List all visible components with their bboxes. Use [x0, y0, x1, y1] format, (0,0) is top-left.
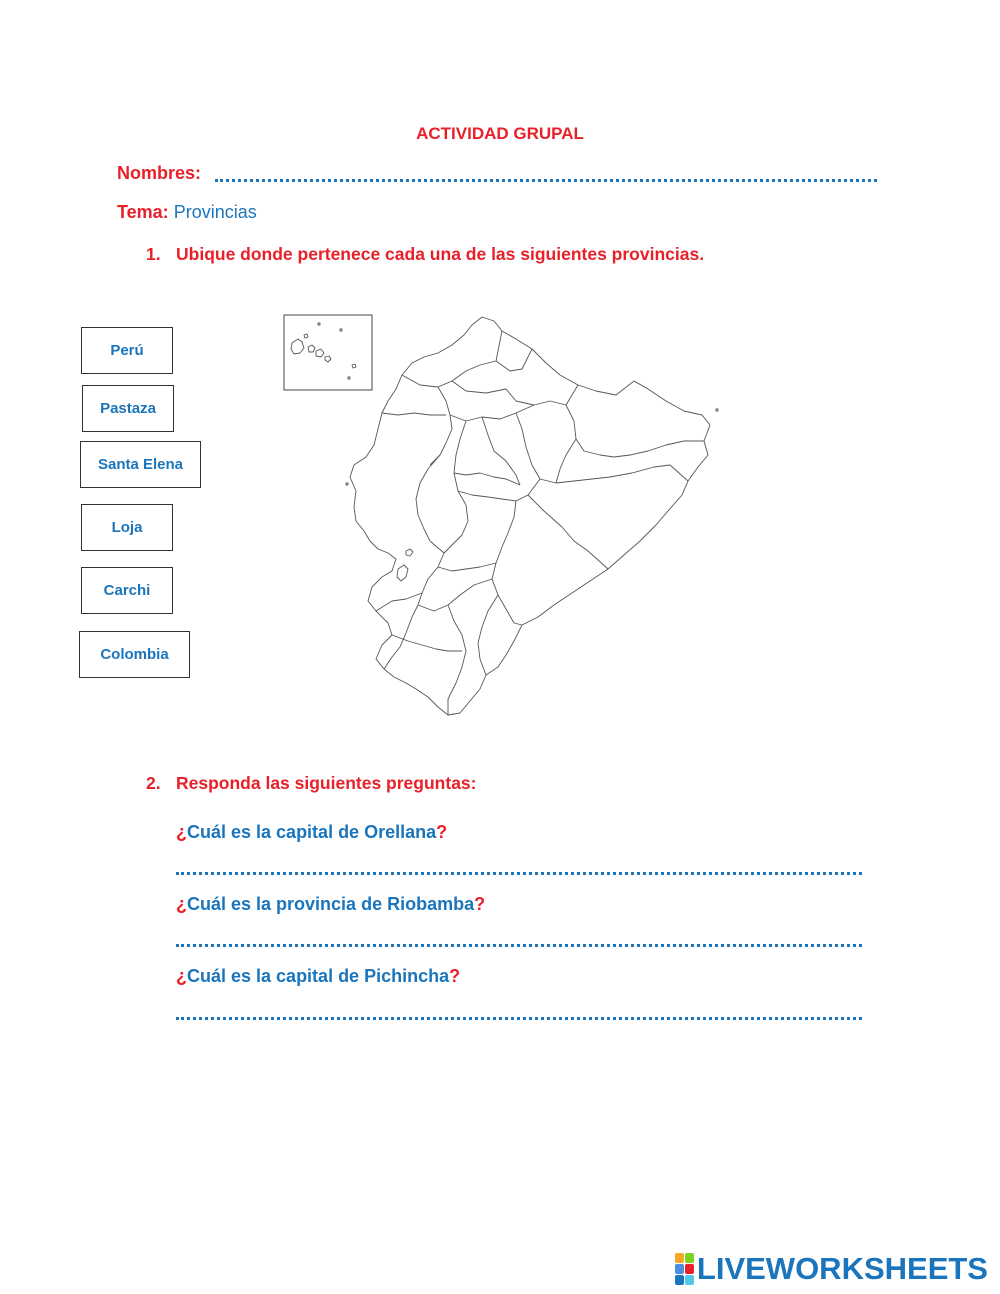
question-close-mark: ? [474, 894, 486, 914]
drag-label-carchi[interactable]: Carchi [81, 567, 173, 614]
province-border [448, 605, 466, 715]
province-border [516, 413, 688, 483]
nombres-input[interactable] [215, 179, 877, 182]
province-border [418, 579, 492, 611]
province-border [496, 349, 532, 371]
question-1 [176, 822, 447, 843]
galapagos-inset [284, 315, 372, 390]
province-border [376, 593, 422, 611]
question-1-text: Cuál es la capital de Orellana [187, 822, 437, 842]
tema-value: Provincias [173, 202, 257, 222]
instruction-1-number: 1. [146, 244, 161, 264]
province-border [430, 505, 468, 553]
question-2-text: Cuál es la provincia de Riobamba [187, 894, 475, 914]
gulf-island [406, 549, 413, 556]
liveworksheets-logo-icon [675, 1253, 694, 1285]
gulf-island [397, 565, 408, 581]
province-border [528, 495, 608, 569]
province-border [412, 553, 444, 617]
question-open-mark: ¿ [176, 966, 187, 986]
drag-label-pastaza[interactable]: Pastaza [82, 385, 174, 432]
nombres-label: Nombres: [117, 163, 202, 183]
province-border [416, 455, 440, 541]
province-border [402, 331, 502, 387]
drag-label-colombia[interactable]: Colombia [79, 631, 190, 678]
tema-row [117, 202, 257, 223]
province-border [430, 387, 452, 465]
province-border [392, 635, 462, 651]
instruction-1-text: Ubique donde pertenece cada una de las siguientes provincias. [176, 244, 705, 264]
instruction-2 [146, 773, 476, 794]
instruction-2-text: Responda las siguientes preguntas: [176, 773, 477, 793]
question-3 [176, 966, 460, 987]
question-open-mark: ¿ [176, 894, 187, 914]
tema-label: Tema: [117, 202, 169, 222]
instruction-1 [146, 244, 704, 265]
question-3-text: Cuál es la capital de Pichincha [187, 966, 450, 986]
province-border [478, 595, 498, 675]
question-close-mark: ? [436, 822, 448, 842]
province-border [566, 405, 704, 457]
nombres-row [117, 163, 201, 184]
page-title: ACTIVIDAD GRUPAL [416, 124, 584, 143]
question-close-mark: ? [449, 966, 461, 986]
question-open-mark: ¿ [176, 822, 187, 842]
province-border [382, 413, 446, 415]
coast-island [716, 409, 718, 411]
province-border [450, 405, 534, 421]
province-border [452, 381, 578, 405]
province-border [492, 501, 522, 625]
ecuador-provinces-map [270, 305, 730, 725]
answer-1-input[interactable] [176, 872, 862, 875]
province-border [556, 439, 576, 483]
instruction-2-number: 2. [146, 773, 161, 793]
liveworksheets-brand: LIVEWORKSHEETS [696, 1251, 988, 1286]
liveworksheets-logo [675, 1252, 988, 1286]
drag-label-santa-elena[interactable]: Santa Elena [80, 441, 201, 488]
province-border [454, 473, 520, 485]
drag-label-peru[interactable]: Perú [81, 327, 173, 374]
question-2 [176, 894, 485, 915]
answer-2-input[interactable] [176, 944, 862, 947]
drag-label-loja[interactable]: Loja [81, 504, 173, 551]
ecuador-outline [350, 317, 710, 715]
answer-3-input[interactable] [176, 1017, 862, 1020]
province-border [458, 479, 540, 501]
province-border [438, 563, 496, 571]
coast-island [346, 483, 348, 485]
